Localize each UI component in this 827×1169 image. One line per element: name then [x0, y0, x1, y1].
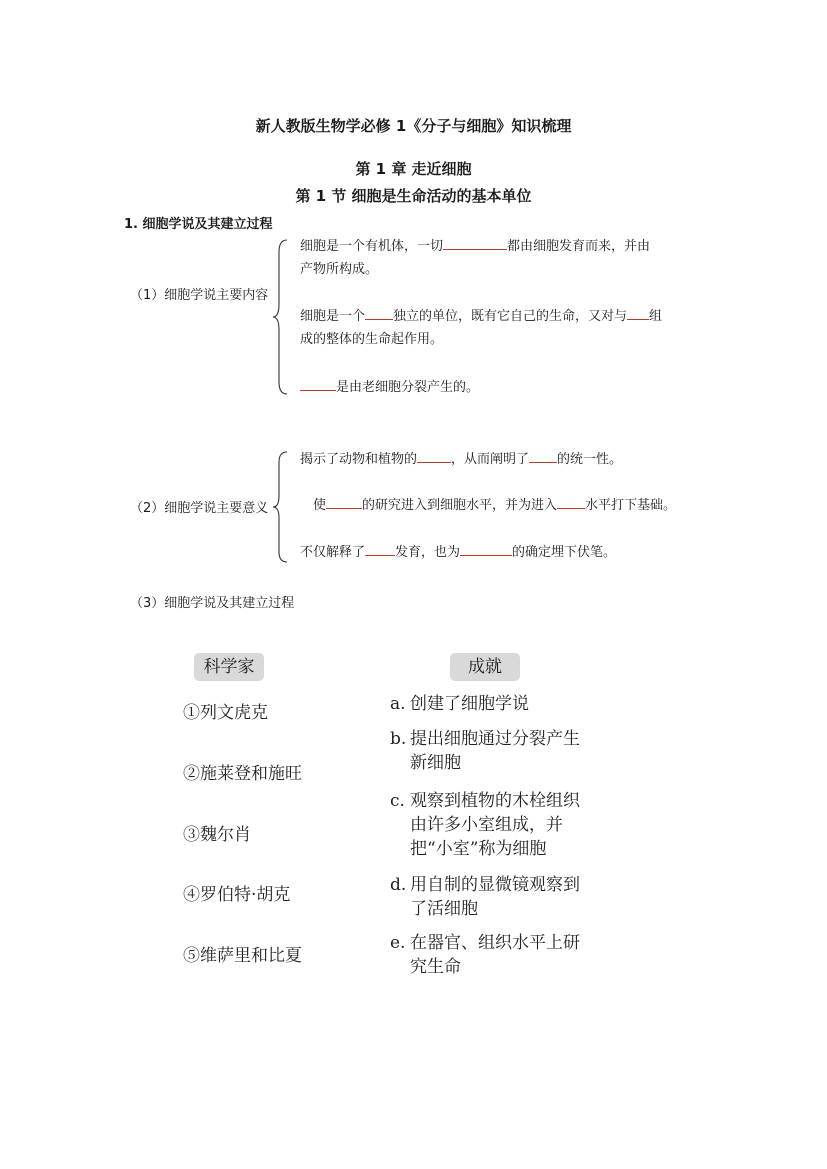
figure-header-achievements: 成就 [450, 653, 520, 681]
scientist-4: ④罗伯特·胡克 [183, 885, 291, 905]
blank-4[interactable] [300, 376, 336, 391]
blank-6[interactable] [529, 448, 557, 463]
part1-brace [270, 238, 290, 396]
achievement-b: b. 提出细胞通过分裂产生新细胞 [390, 729, 580, 773]
figure-header-scientists: 科学家 [194, 653, 264, 681]
chapter-title: 第 1 章 走近细胞 [355, 160, 472, 178]
blank-10[interactable] [460, 541, 512, 556]
scientist-1: ①列文虎克 [183, 703, 268, 723]
achievement-c: c. 观察到植物的木栓组织由许多小室组成，并把“小室”称为细胞 [390, 791, 580, 859]
part2-item1: 揭示了动物和植物的 ，从而阐明了 的统一性。 [300, 448, 622, 471]
blank-9[interactable] [365, 541, 395, 556]
part3-label: （3）细胞学说及其建立过程 [130, 596, 295, 611]
achievement-d: d. 用自制的显微镜观察到了活细胞 [390, 875, 580, 919]
blank-3[interactable] [627, 305, 649, 320]
part1-item2-line2: 成的整体的生命起作用。 [300, 332, 444, 347]
scientist-3: ③魏尔肖 [183, 825, 251, 845]
part2-item2: 使 的研究进入到细胞水平，并为进入 水平打下基础。 [313, 494, 676, 517]
part1-item3: 是由老细胞分裂产生的。 [300, 376, 479, 399]
blank-8[interactable] [557, 494, 585, 509]
part2-brace [270, 450, 290, 564]
achievement-e: e. 在器官、组织水平上研究生命 [390, 933, 580, 977]
section-title: 第 1 节 细胞是生命活动的基本单位 [295, 187, 532, 205]
scientist-5: ⑤维萨里和比夏 [183, 946, 302, 966]
part1-item2-line1: 细胞是一个 独立的单位，既有它自己的生命，又对与 组 [300, 305, 662, 328]
part1-item1-line2: 产物所构成。 [300, 262, 379, 277]
part1-label: （1）细胞学说主要内容 [130, 288, 269, 303]
scientist-2: ②施莱登和施旺 [183, 764, 302, 784]
achievement-a: a. 创建了细胞学说 [390, 694, 529, 714]
heading-cell-theory: 1. 细胞学说及其建立过程 [124, 217, 273, 232]
blank-2[interactable] [365, 305, 393, 320]
blank-5[interactable] [417, 448, 451, 463]
part2-label: （2）细胞学说主要意义 [130, 501, 269, 516]
part2-item3: 不仅解释了 发育，也为 的确定埋下伏笔。 [300, 541, 616, 564]
part1-item1-line1: 细胞是一个有机体，一切 都由细胞发育而来，并由 [300, 235, 650, 258]
blank-1[interactable] [443, 235, 507, 250]
document-title: 新人教版生物学必修 1《分子与细胞》知识梳理 [255, 117, 572, 135]
blank-7[interactable] [326, 494, 362, 509]
